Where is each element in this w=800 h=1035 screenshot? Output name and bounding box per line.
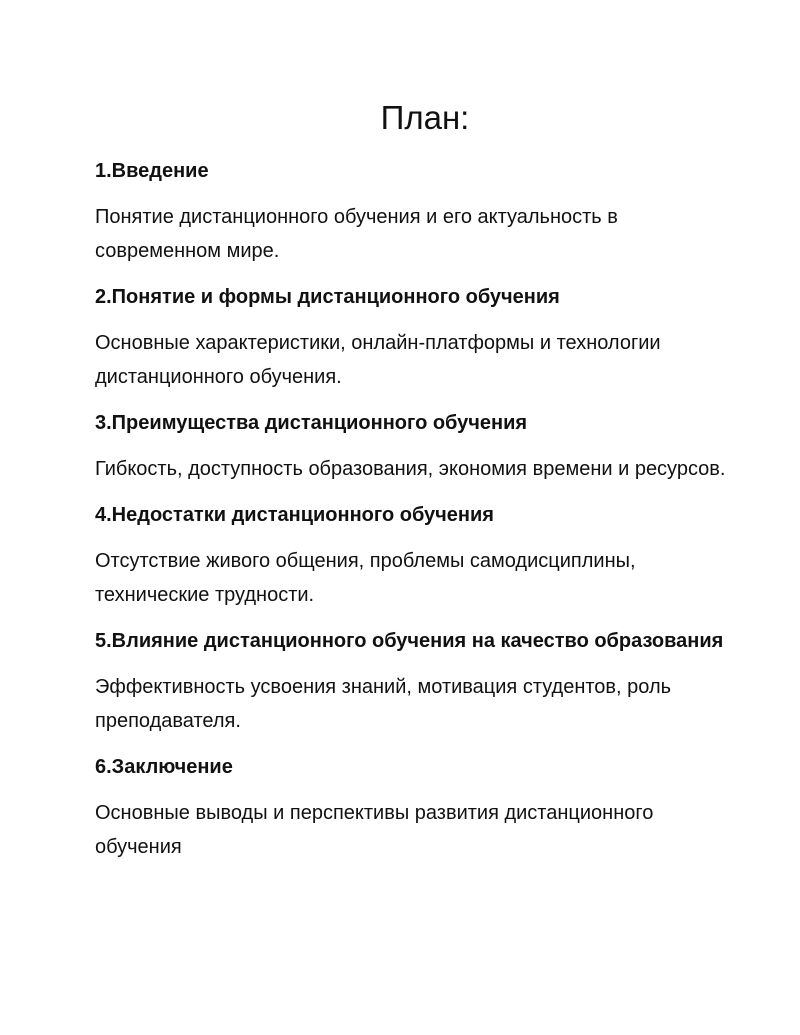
section-introduction (95, 154, 735, 268)
section-conclusion (95, 750, 735, 864)
section-heading: 4.Недостатки дистанционного обучения (95, 504, 494, 526)
section-text: Отсутствие живого общения, проблемы самодисциплины, технические трудности. (95, 550, 636, 606)
section-heading: 1.Введение (95, 160, 209, 182)
section-heading: 5.Влияние дистанционного обучения на качество образования (95, 630, 724, 652)
section-quality-impact (95, 624, 735, 738)
section-text: Основные характеристики, онлайн-платформы и технологии дистанционного обучения. (95, 332, 661, 388)
section-text: Гибкость, доступность образования, экономия времени и ресурсов. (95, 458, 726, 480)
section-disadvantages (95, 498, 735, 612)
section-heading: 6.Заключение (95, 756, 233, 778)
section-text: Понятие дистанционного обучения и его актуальность в современном мире. (95, 206, 618, 262)
section-concept-forms (95, 280, 735, 394)
section-heading: 3.Преимущества дистанционного обучения (95, 412, 528, 434)
page-title: План: (380, 99, 470, 136)
section-text: Эффективность усвоения знаний, мотивация студентов, роль преподавателя. (95, 676, 672, 732)
section-advantages (95, 406, 735, 486)
document-page (95, 96, 735, 876)
section-heading: 2.Понятие и формы дистанционного обучения (95, 286, 560, 308)
section-text: Основные выводы и перспективы развития дистанционного обучения (95, 802, 654, 858)
